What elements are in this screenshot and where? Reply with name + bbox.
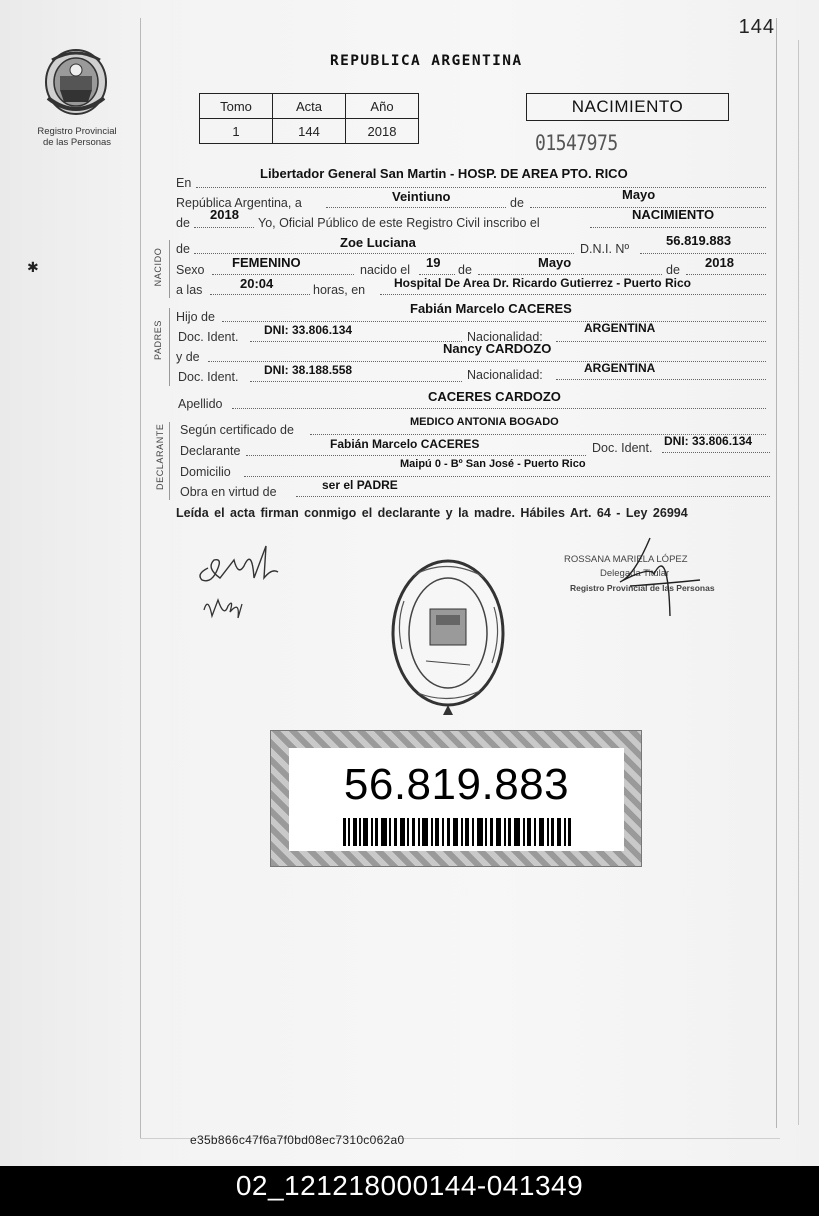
basis-label: Obra en virtud de xyxy=(180,485,277,499)
sex-dotted-line xyxy=(212,274,354,275)
child-dni: 56.819.883 xyxy=(666,233,732,248)
serial-number: 01547975 xyxy=(535,130,618,157)
barcode-bars xyxy=(343,818,571,846)
day-dotted-line xyxy=(326,207,506,208)
registry-value-ano: 2018 xyxy=(346,119,419,144)
provincial-seal-logo xyxy=(38,46,114,122)
dni-dotted-line xyxy=(640,253,766,254)
document-title: REPUBLICA ARGENTINA xyxy=(330,53,523,69)
father-name: Fabián Marcelo CACERES xyxy=(410,301,572,316)
address-label: Domicilio xyxy=(180,465,231,479)
nacido-section-label: NACIDO xyxy=(153,247,163,287)
record-dotted-line xyxy=(590,227,766,228)
official-signature-block xyxy=(560,550,760,620)
father-nationality-dotted-line xyxy=(556,341,766,342)
en-label: En xyxy=(176,176,192,190)
declarant-doc: DNI: 33.806.134 xyxy=(664,434,753,448)
declarante-section-rule xyxy=(169,422,170,500)
child-sex: FEMENINO xyxy=(232,255,301,270)
page-number: 144 xyxy=(738,16,775,38)
declarante-section-label: DECLARANTE xyxy=(155,423,165,490)
time-label: a las xyxy=(176,283,203,297)
surname-dotted-line xyxy=(232,408,766,409)
page-edge-rule xyxy=(798,40,799,1125)
born-month-dotted-line xyxy=(478,274,662,275)
handwritten-signature-declarant xyxy=(194,538,290,628)
registration-year: 2018 xyxy=(210,207,239,222)
registry-header-acta: Acta xyxy=(273,94,346,119)
logo-caption-line2: de las Personas xyxy=(42,137,112,148)
birth-day: 19 xyxy=(426,255,441,270)
year-dotted-line xyxy=(194,227,254,228)
padres-section-label: PADRES xyxy=(153,320,163,360)
official-name: ROSSANA MARIELA LÓPEZ xyxy=(564,554,688,565)
time-dotted-line xyxy=(210,294,310,295)
record-inscribed: NACIMIENTO xyxy=(632,207,715,222)
ink-speck: ✱ xyxy=(27,259,39,275)
document-hash: e35b866c47f6a7f0bd08ec7310c062a0 xyxy=(190,1133,405,1147)
declarant-address: Maipú 0 - Bº San José - Puerto Rico xyxy=(400,458,586,470)
certifying-doctor: MEDICO ANTONIA BOGADO xyxy=(410,416,559,428)
year-prefix-label: de xyxy=(176,216,190,230)
registration-day: Veintiuno xyxy=(392,189,451,204)
declarant-doc-dotted-line xyxy=(662,452,770,453)
logo-caption-line1: Registro Provincial xyxy=(37,126,117,137)
mother-name: Nancy CARDOZO xyxy=(443,341,552,356)
born-label: nacido el xyxy=(360,263,411,277)
nacido-section-rule xyxy=(169,240,170,298)
nacido-de-label: de xyxy=(176,242,190,256)
registry-table xyxy=(199,93,419,144)
de-label: de xyxy=(510,196,524,210)
mother-dotted-line xyxy=(208,361,766,362)
mother-doc-dotted-line xyxy=(250,381,462,382)
official-statement: Yo, Oficial Público de este Registro Civil inscribo el xyxy=(258,216,540,230)
registry-value-tomo: 1 xyxy=(200,119,273,144)
closing-statement: Leída el acta firman conmigo el declarante y la madre. Hábiles Art. 64 - Ley 26994 xyxy=(176,506,688,520)
sex-label: Sexo xyxy=(176,263,205,277)
father-nationality: ARGENTINA xyxy=(584,321,656,335)
declarant-name: Fabián Marcelo CACERES xyxy=(330,437,480,451)
born-de-label: de xyxy=(458,263,472,277)
father-dotted-line xyxy=(222,321,766,322)
birth-place: Hospital De Area Dr. Ricardo Gutierrez - Puerto Rico xyxy=(394,276,691,290)
mother-doc: DNI: 38.188.558 xyxy=(264,363,353,377)
father-nationality-label: Nacionalidad: xyxy=(467,330,543,344)
father-doc-label: Doc. Ident. xyxy=(178,330,239,344)
footer-document-id: 02_121218000144-041349 xyxy=(235,1170,584,1201)
address-dotted-line xyxy=(244,476,770,477)
father-doc: DNI: 33.806.134 xyxy=(264,323,353,337)
child-name: Zoe Luciana xyxy=(340,235,416,250)
born-de-label-2: de xyxy=(666,263,680,277)
basis-dotted-line xyxy=(296,496,770,497)
official-office: Registro Provincial de las Personas xyxy=(570,583,715,593)
barcode-number: 56.819.883 xyxy=(343,760,570,809)
declarant-doc-label: Doc. Ident. xyxy=(592,441,653,455)
official-seal-stamp xyxy=(388,553,510,717)
mother-nationality-dotted-line xyxy=(556,379,766,380)
mother-nationality: ARGENTINA xyxy=(584,361,656,375)
registry-value-acta: 144 xyxy=(273,119,346,144)
birth-year: 2018 xyxy=(705,255,734,270)
official-role: Delegada Titular xyxy=(600,568,670,579)
registry-header-ano: Año xyxy=(346,94,419,119)
child-surname: CACERES CARDOZO xyxy=(428,389,561,404)
registry-office: Libertador General San Martin - HOSP. DE AREA PTO. RICO xyxy=(260,166,628,181)
son-of-label: Hijo de xyxy=(176,310,215,324)
republic-label: República Argentina, a xyxy=(176,196,302,210)
left-margin-rule xyxy=(140,18,141,1138)
padres-section-rule xyxy=(169,308,170,386)
declarant-dotted-line xyxy=(246,455,586,456)
registry-header-tomo: Tomo xyxy=(200,94,273,119)
mother-nationality-label: Nacionalidad: xyxy=(467,368,543,382)
surname-label: Apellido xyxy=(178,397,223,411)
certificate-label: Según certificado de xyxy=(180,423,294,437)
hours-label: horas, en xyxy=(313,283,366,297)
birth-month: Mayo xyxy=(538,255,572,270)
declarant-label: Declarante xyxy=(180,444,241,458)
declarant-basis: ser el PADRE xyxy=(322,478,398,492)
record-type-box: NACIMIENTO xyxy=(526,93,729,121)
father-doc-dotted-line xyxy=(250,341,462,342)
birth-time: 20:04 xyxy=(240,276,274,291)
official-signature xyxy=(590,536,720,620)
name-dotted-line xyxy=(194,253,574,254)
born-year-dotted-line xyxy=(686,274,766,275)
and-label: y de xyxy=(176,350,200,364)
dni-label: D.N.I. Nº xyxy=(580,242,630,256)
place-dotted-line xyxy=(380,294,766,295)
en-dotted-line xyxy=(196,187,766,188)
registration-month: Mayo xyxy=(622,187,656,202)
logo-caption xyxy=(22,126,132,148)
right-margin-rule xyxy=(776,18,777,1128)
mother-doc-label: Doc. Ident. xyxy=(178,370,239,384)
born-day-dotted-line xyxy=(419,274,455,275)
